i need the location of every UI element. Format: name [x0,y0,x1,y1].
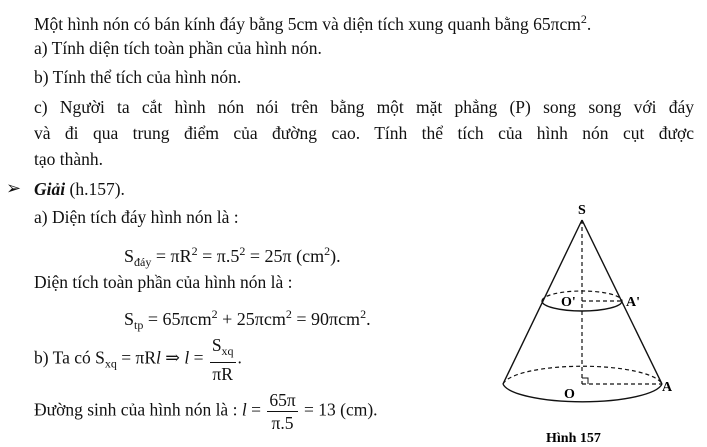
label-apex-s: S [578,203,586,218]
label-a: A [662,380,673,395]
eq1-end: ). [330,246,341,266]
eq1-sub: đáy [134,255,152,269]
eq1-mid2: = π.5 [197,246,240,266]
solution-heading-ref: (h.157). [65,179,125,199]
equation-base-area [124,240,341,273]
figure-caption: Hình 157 [546,431,601,443]
eq1-sup2: 2 [239,244,246,258]
label-a-prime: A' [626,295,640,310]
problem-intro-end: . [586,14,592,34]
gen-fraction [267,389,297,434]
solution-tp-intro: Diện tích toàn phần của hình nón là : [34,272,293,292]
gen-end: = 13 (cm). [299,399,378,420]
b-num-s: S [211,335,222,355]
gen-eq: = [246,399,266,420]
problem-intro-sup: 2 [580,12,587,26]
eq2-sup1: 2 [211,307,218,321]
problem-part-c-line3: tạo thành. [34,149,104,169]
b-fraction-num [210,334,236,363]
problem-part-b: b) Tính thể tích của hình nón. [34,67,242,87]
b-intro: b) Ta có S [34,347,105,368]
solution-generatrix-line [34,389,378,434]
solution-a-intro: a) Diện tích đáy hình nón là : [34,207,239,227]
solution-b-line [34,334,242,385]
problem-intro [34,8,591,35]
equation-total-area [124,303,371,336]
gen-intro: Đường sinh của hình nón là : [34,399,242,420]
b-sub: xq [104,356,117,371]
problem-part-c-line2: và đi qua trung điểm của đường cao. Tính thể tích của hình nón cụt được [34,123,694,143]
eq1-lhs: S [124,246,135,266]
eq2-p3: = 90πcm [291,309,361,329]
solution-heading [34,178,125,200]
eq1-rhs: = 25π (cm [245,246,325,266]
cone-figure [480,198,700,443]
eq2-p2: + 25πcm [217,309,286,329]
b-end: . [237,347,242,368]
b-fraction [210,334,236,385]
right-angle-mark [582,378,588,384]
b-mid: = πR [116,347,157,368]
solution-heading-word: Giải [34,179,66,199]
eq2-sub: tp [134,318,144,332]
eq1-sup3: 2 [324,244,331,258]
b-implies: ⇒ [160,347,185,368]
eq2-p1: = 65πcm [143,309,212,329]
eq1-sup1: 2 [191,244,198,258]
label-o: O [564,387,575,402]
gen-fraction-num: 65π [269,390,296,410]
eq2-sup2: 2 [285,307,292,321]
b-fraction-den: πR [212,364,233,384]
base-ellipse-front [503,384,662,402]
problem-part-c-line1: c) Người ta cắt hình nón nói trên bằng một mặt phẳng (P) song song với đáy [34,97,694,117]
b-eq: = [189,347,208,368]
label-o-prime: O' [561,295,576,310]
b-num-sub: xq [221,344,234,358]
gen-l: l [241,399,247,420]
b-l: l [156,347,161,368]
eq2-sup3: 2 [360,307,367,321]
eq1-mid: = πR [151,246,192,266]
solution-arrow-icon: ➢ [6,178,22,198]
b-l2: l [184,347,190,368]
eq2-lhs: S [124,309,135,329]
problem-intro-text: Một hình nón có bán kính đáy bằng 5cm và diện tích xung quanh bằng 65πcm [34,14,581,34]
eq2-end: . [366,309,371,329]
problem-part-a: a) Tính diện tích toàn phần của hình nón. [34,38,322,58]
gen-fraction-den: π.5 [271,413,294,433]
